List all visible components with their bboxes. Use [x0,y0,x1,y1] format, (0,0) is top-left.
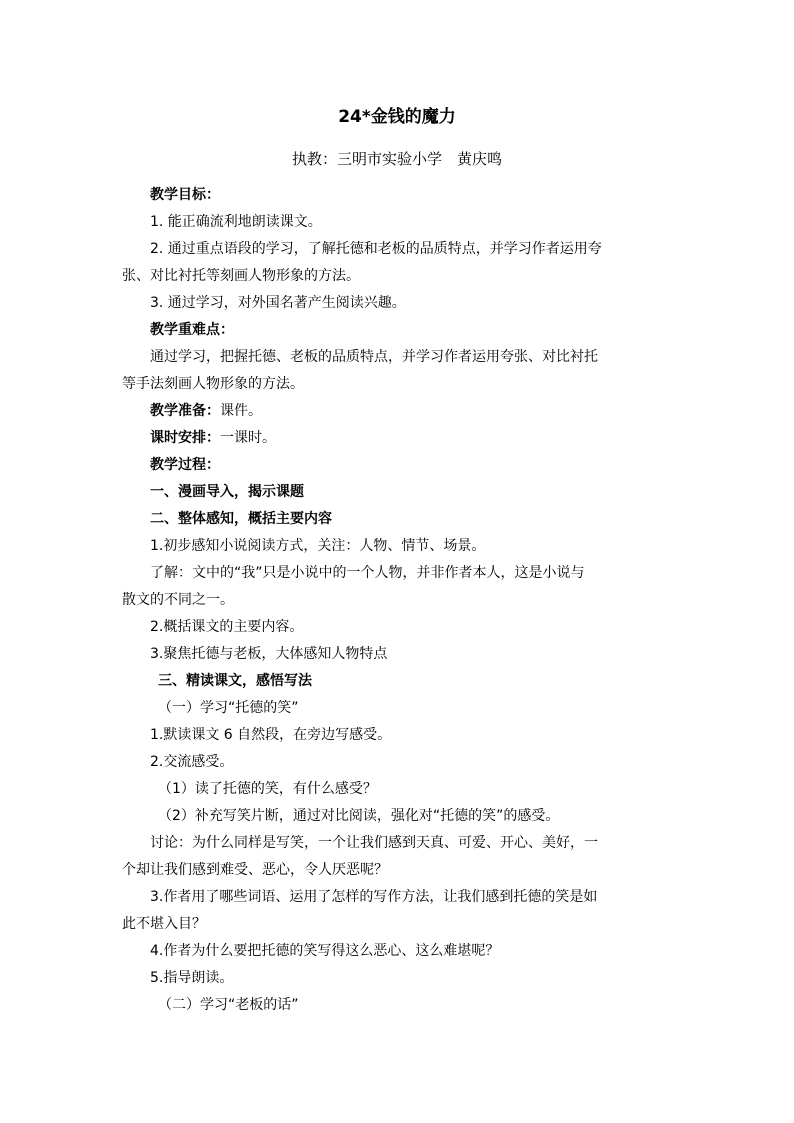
key-points-line-1: 通过学习，把握托德、老板的品质特点，并学习作者运用夸张、对比衬托 [150,349,598,365]
discussion-line-1: 讨论：为什么同样是写笑，一个让我们感到天真、可爱、开心、美好，一 [150,835,598,851]
subsection-1-item-2-1: （1）读了托德的笑，有什么感受？ [158,781,377,797]
goal-2-line-1: 2. 通过重点语段的学习，了解托德和老板的品质特点，并学习作者运用夸 [150,241,602,257]
part-3-heading: 三、精读课文，感悟写法 [158,673,312,689]
subsection-1-item-5: 5.指导朗读。 [150,970,234,986]
subsection-1-heading: （一）学习“托德的笑” [158,700,299,716]
part-2-note-line-2: 散文的不同之一。 [122,592,234,608]
goals-heading: 教学目标： [150,187,220,203]
schedule-label: 课时安排： [150,430,220,446]
part-1-heading: 一、漫画导入，揭示课题 [150,484,304,500]
part-2-item-1: 1.初步感知小说阅读方式，关注：人物、情节、场景。 [150,538,486,554]
preparation-value: 课件。 [220,403,262,419]
preparation-label: 教学准备： [150,403,220,419]
goal-3: 3. 通过学习，对外国名著产生阅读兴趣。 [150,295,406,311]
author-line: 执教：三明市实验小学 黄庆鸣 [291,150,502,168]
schedule-value: 一课时。 [220,430,276,446]
page-title: 24*金钱的魔力 [338,107,456,127]
part-2-item-3: 3.聚焦托德与老板，大体感知人物特点 [150,646,388,662]
subsection-1-item-3-line-1: 3.作者用了哪些词语、运用了怎样的写作方法，让我们感到托德的笑是如 [150,889,598,905]
process-heading: 教学过程： [150,457,220,473]
goal-1: 1. 能正确流利地朗读课文。 [150,214,322,230]
subsection-1-item-2-2: （2）补充写笑片断，通过对比阅读，强化对“托德的笑”的感受。 [158,808,560,824]
part-2-note-line-1: 了解：文中的“我”只是小说中的一个人物，并非作者本人，这是小说与 [150,565,585,581]
key-points-line-2: 等手法刻画人物形象的方法。 [122,376,304,392]
discussion-line-2: 个却让我们感到难受、恶心，令人厌恶呢？ [122,862,388,878]
subsection-2-heading: （二）学习“老板的话” [158,997,299,1013]
subsection-1-item-3-line-2: 此不堪入目？ [122,916,206,932]
part-2-item-2: 2.概括课文的主要内容。 [150,619,304,635]
subsection-1-item-1: 1.默读课文 6 自然段，在旁边写感受。 [150,727,392,743]
schedule-line [150,426,276,450]
part-2-heading: 二、整体感知，概括主要内容 [150,511,332,527]
key-points-heading: 教学重难点： [150,322,234,338]
preparation-line [150,399,262,423]
subsection-1-item-2: 2.交流感受。 [150,754,234,770]
goal-2-line-2: 张、对比衬托等刻画人物形象的方法。 [122,268,360,284]
subsection-1-item-4: 4.作者为什么要把托德的笑写得这么恶心、这么难堪呢？ [150,943,500,959]
